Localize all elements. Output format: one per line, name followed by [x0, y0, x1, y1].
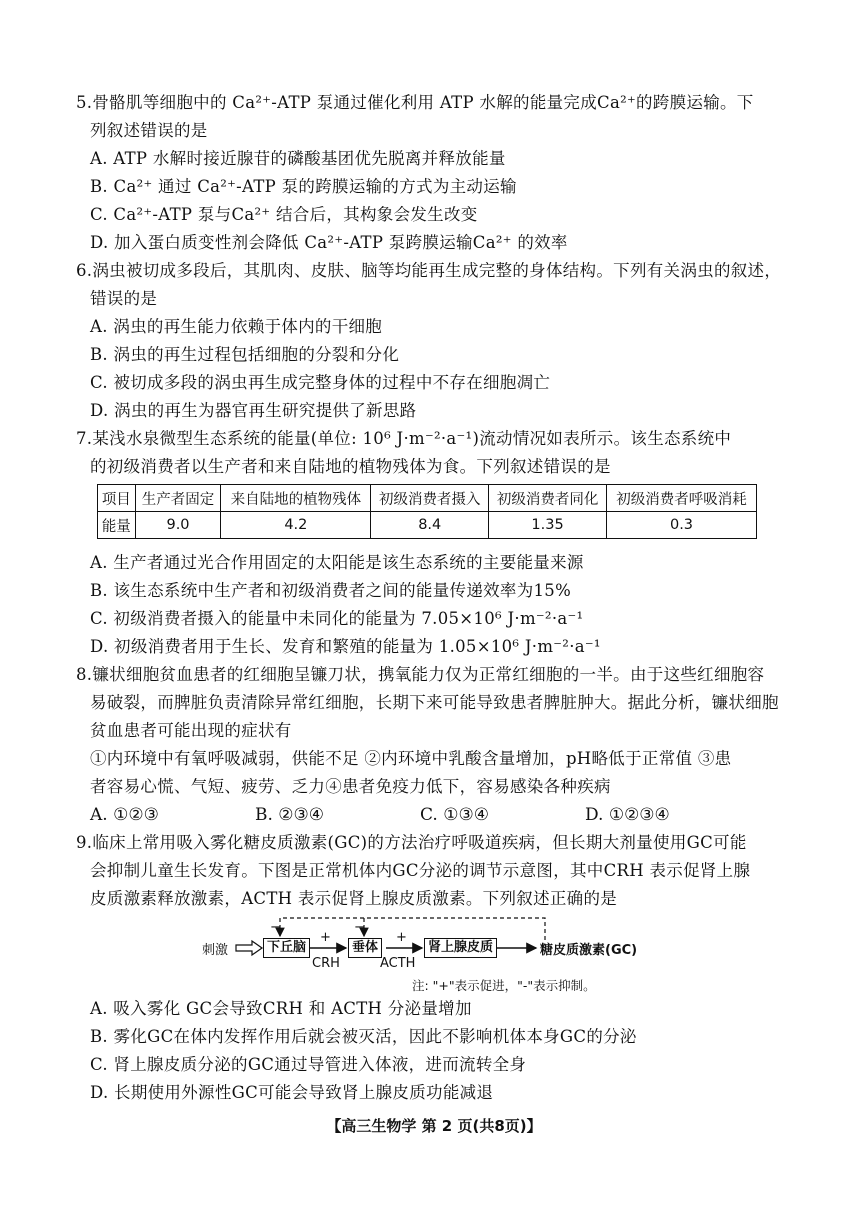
q9-option-a: A. 吸入雾化 GC会导致CRH 和 ACTH 分泌量增加: [90, 999, 472, 1018]
table-header-cell: 生产者固定: [135, 485, 221, 512]
q8-stem-line1: 8.镰状细胞贫血患者的红细胞呈镰刀状，携氧能力仅为正常红细胞的一半。由于这些红细胞容: [76, 665, 765, 684]
q7-option-c: C. 初级消费者摄入的能量中未同化的能量为 7.05×10⁶ J·m⁻²·a⁻¹: [90, 609, 584, 628]
q5-option-d: D. 加入蛋白质变性剂会降低 Ca²⁺-ATP 泵跨膜运输Ca²⁺ 的效率: [90, 233, 568, 252]
q8-stem-line2: 易破裂，而脾脏负责清除异常红细胞，长期下来可能导致患者脾脏肿大。据此分析，镰状细胞: [90, 693, 779, 712]
q9-stem-line1: 9.临床上常用吸入雾化糖皮质激素(GC)的方法治疗呼吸道疾病，但长期大剂量使用GC可能: [76, 833, 747, 852]
q6-option-c: C. 被切成多段的涡虫再生成完整身体的过程中不存在细胞凋亡: [90, 373, 551, 392]
q5-stem-line1: 5.骨骼肌等细胞中的 Ca²⁺-ATP 泵通过催化利用 ATP 水解的能量完成Ca²⁺的跨膜运输。下: [76, 93, 754, 112]
q6-option-d: D. 涡虫的再生为器官再生研究提供了新思路: [90, 401, 417, 420]
q7-stem-line2: 的初级消费者以生产者和来自陆地的植物残体为食。下列叙述错误的是: [90, 457, 611, 476]
q6-option-b: B. 涡虫的再生过程包括细胞的分裂和分化: [90, 345, 400, 364]
table-cell: 8.4: [371, 512, 489, 539]
q8-stem-line3: 贫血患者可能出现的症状有: [90, 721, 292, 740]
q9-stem-line3: 皮质激素释放激素，ACTH 表示促肾上腺皮质激素。下列叙述正确的是: [90, 889, 618, 908]
minus-sign: −: [354, 920, 365, 935]
stimulus-label: 刺激: [202, 943, 229, 958]
q6-option-a: A. 涡虫的再生能力依赖于体内的干细胞: [90, 317, 383, 336]
acth-label: ACTH: [380, 956, 416, 971]
q8-option-d: D. ①②③④: [585, 805, 670, 825]
gc-label: 糖皮质激素(GC): [540, 943, 638, 958]
q6-stem-line2: 错误的是: [90, 289, 158, 308]
q8-option-b: B. ②③④: [255, 805, 325, 825]
table-cell: 能量: [98, 512, 136, 539]
page-footer: 【高三生物学 第 2 页(共8页)】: [326, 1117, 542, 1135]
table-cell: 4.2: [221, 512, 371, 539]
stimulus-arrow: [236, 941, 262, 955]
q6-stem-line1: 6.涡虫被切成多段后，其肌肉、皮肤、脑等均能再生成完整的身体结构。下列有关涡虫的叙述，: [76, 261, 782, 280]
minus-sign: −: [270, 920, 281, 935]
q7-option-b: B. 该生态系统中生产者和初级消费者之间的能量传递效率为15%: [90, 581, 572, 600]
table-header-row: [98, 485, 757, 512]
q8-items-line1: ①内环境中有氧呼吸减弱，供能不足 ②内环境中乳酸含量增加，pH略低于正常值 ③患: [90, 749, 732, 768]
q5-stem-line2: 列叙述错误的是: [90, 121, 208, 140]
table-header-cell: 项目: [98, 485, 136, 512]
q8-options: [90, 804, 750, 826]
q9-option-d: D. 长期使用外源性GC可能会导致肾上腺皮质功能减退: [90, 1083, 494, 1102]
q5-option-a: A. ATP 水解时接近腺苷的磷酸基团优先脱离并释放能量: [90, 149, 506, 168]
gc-regulation-diagram: [200, 910, 660, 995]
q9-stem-line2: 会抑制儿童生长发育。下图是正常机体内GC分泌的调节示意图，其中CRH 表示促肾上腺: [90, 861, 751, 880]
pituitary-box: 垂体: [348, 938, 382, 958]
q7-option-d: D. 初级消费者用于生长、发育和繁殖的能量为 1.05×10⁶ J·m⁻²·a⁻¹: [90, 637, 601, 656]
table-header-cell: 初级消费者同化: [489, 485, 607, 512]
q9-option-c: C. 肾上腺皮质分泌的GC通过导管进入体液，进而流转全身: [90, 1055, 527, 1074]
q8-items-line2: 者容易心慌、气短、疲劳、乏力④患者免疫力低下，容易感染各种疾病: [90, 777, 611, 796]
table-header-cell: 初级消费者摄入: [371, 485, 489, 512]
crh-label: CRH: [312, 956, 340, 971]
energy-flow-table: [97, 484, 757, 539]
hypothalamus-box: 下丘脑: [263, 938, 310, 958]
table-header-cell: 初级消费者呼吸消耗: [607, 485, 757, 512]
q9-option-b: B. 雾化GC在体内发挥作用后就会被灭活，因此不影响机体本身GC的分泌: [90, 1027, 637, 1046]
diagram-note: 注: "+"表示促进，"-"表示抑制。: [412, 978, 596, 993]
adrenal-cortex-box: 肾上腺皮质: [424, 938, 497, 958]
plus-sign: +: [320, 930, 331, 945]
q5-option-c: C. Ca²⁺-ATP 泵与Ca²⁺ 结合后，其构象会发生改变: [90, 205, 478, 224]
table-header-cell: 来自陆地的植物残体: [221, 485, 371, 512]
q5-option-b: B. Ca²⁺ 通过 Ca²⁺-ATP 泵的跨膜运输的方式为主动运输: [90, 177, 517, 196]
q7-stem-line1: 7.某浅水泉微型生态系统的能量(单位: 10⁶ J·m⁻²·a⁻¹)流动情况如表所示。该生态系统中: [76, 429, 732, 448]
table-row: [98, 512, 757, 539]
q7-option-a: A. 生产者通过光合作用固定的太阳能是该生态系统的主要能量来源: [90, 553, 584, 572]
q8-option-a: A. ①②③: [90, 805, 159, 825]
q8-option-c: C. ①③④: [420, 805, 489, 825]
table-cell: 0.3: [607, 512, 757, 539]
table-cell: 1.35: [489, 512, 607, 539]
plus-sign: +: [396, 930, 407, 945]
table-cell: 9.0: [135, 512, 221, 539]
